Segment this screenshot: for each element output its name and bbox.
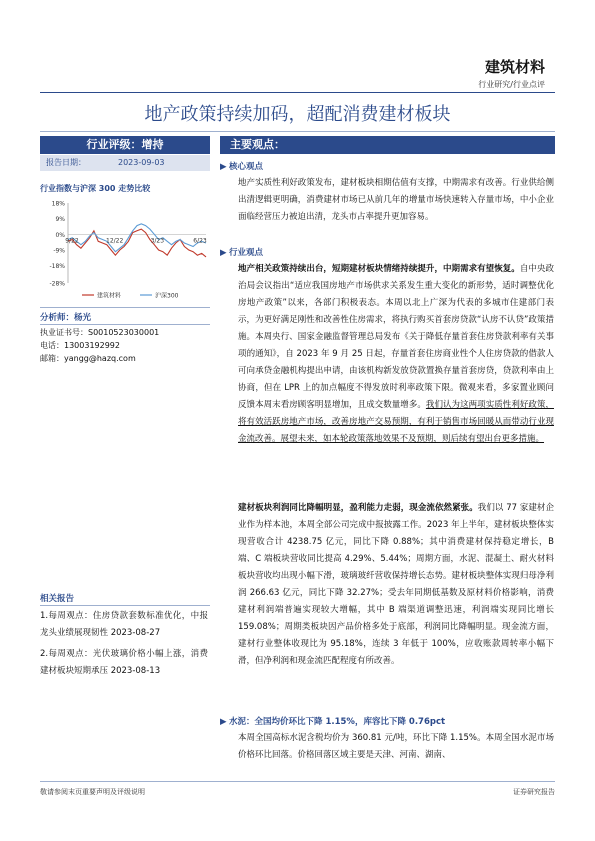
brand-title: 建筑材料 (484, 58, 545, 76)
y-tick-label: 18% (51, 200, 65, 208)
profit-analysis-text (238, 500, 554, 670)
analyst-email[interactable]: 邮箱：yangg@hazq.com (40, 354, 136, 363)
industry-view-body: 自中央政治局会议指出“适应我国房地产市场供求关系发生重大变化的新形势，适时调整优化房地产政策”以来，各部门积极表态。本周以北上广深为代表的多城市住建部门表示，为更好满足刚性和改善性住房需求，将执行购买首套房贷款“认房不认贷”政策措施。本周央行、国家金融监督管理总局发布《关于降低存量首套住房贷款利率有关事项的通知》，自 2023 年 9 月 25 日起，存量首套住房商业性个人住房贷款的借款人可向承贷金融机构提出申请，由该机构新发放贷款置换存量首套房贷，贷款利率由上协商，但在 LPR 上的加点幅度不得发放时利率政策下限。微观来看，多家置业顾问反馈本周末看房顾客明显增加，且成交数量增多。 (238, 264, 554, 410)
footer-report-type: 证券研究报告 (513, 788, 555, 796)
x-tick-label: 12/22 (106, 237, 124, 245)
report-date-row (40, 155, 210, 171)
related-reports-title: 相关报告 (40, 594, 75, 604)
report-date-label: 报告日期： (46, 158, 86, 167)
divider (40, 92, 555, 93)
bullet-icon: ▶ (220, 717, 227, 727)
index-comparison-chart (40, 197, 210, 305)
analyst-cert: 执业证书号：S0010523030001 (40, 328, 160, 337)
analyst-name: 分析师：杨光 (40, 313, 92, 323)
x-tick-label: 6/23 (193, 237, 207, 245)
x-tick-label: 3/23 (150, 237, 165, 245)
x-tick-label: 9/22 (65, 237, 79, 245)
bullet-icon: ▶ (220, 162, 227, 172)
y-tick-label: 0% (55, 231, 65, 239)
divider (40, 605, 210, 606)
industry-view-conclusion: 我们认为这两项实质性利好政策，将有效活跃房地产市场，改善房地产交易预期，有利于销售市场回暖从而带动行业现金流改善。展望未来，如本轮政策落地效果不及预期，则后续有望出台更多措施。 (238, 400, 554, 444)
profit-analysis-headline: 建材板块利润同比降幅明显，盈利能力走弱，现金流依然紧张。 (238, 503, 478, 513)
report-category: 行业研究/行业点评 (478, 80, 545, 89)
industry-view-headline: 地产相关政策持续出台，短期建材板块情绪持续提升，中期需求有望恢复。 (238, 264, 520, 274)
section-industry-view (220, 246, 263, 258)
footer-disclaimer: 敬请参阅末页重要声明及评级说明 (40, 788, 145, 796)
divider (40, 781, 555, 782)
core-view-text: 地产实质性利好政策发布，建材板块相期估值有支撑，中期需求有改善。行业供给侧出清逻辑更明确，消费建材市场已从前几年的增量市场快速转入存量市场，中小企业面临经营压力被迫出清，龙头市占率提升更加容易。 (238, 178, 554, 222)
section-title: 核心观点 (229, 162, 264, 172)
related-report-item[interactable]: 1.每周观点：住房贷款套数标准优化，中报龙头业绩展现韧性 2023-08-27 (40, 611, 208, 638)
chart-title: 行业指数与沪深 300 走势比较 (40, 184, 151, 193)
y-tick-label: -28% (49, 280, 65, 288)
y-tick-label: 9% (55, 216, 65, 224)
divider (40, 324, 210, 325)
legend-label: 沪深300 (155, 292, 179, 300)
section-title: 行业观点 (229, 248, 264, 258)
related-reports-list (40, 608, 208, 680)
main-points-heading: 主要观点： (220, 136, 555, 154)
legend-label: 建筑材料 (97, 292, 122, 300)
section-core-view (220, 160, 263, 172)
profit-analysis-body: 我们以 77 家建材企业作为样本池，本周全部公司完成中报披露工作。2023 年上半年，建材板块整体实现营收合计 4238.75 亿元，同比下降 0.88%；其中消费建材保持稳定增长，B 端、C 端板块营收同比提高 4.29%、5.44%；周期方面，水泥、混凝土、耐火材料板块营收均出现小幅下滑，玻璃玻纤营收保持增长态势。建材板块整体实现归母净利润 266.63 亿元，同比下降 32.27%；受去年同期低基数及原材料价格影响，消费建材利润端普遍实现较大增幅，其中 B 端渠道调整迅速，利润端实现同比增长 159.08%；周期类板块因产品价格多处于底部，利润同比降幅明显。现金流方面，建材行业整体收现比为 95.18%，连续 3 年低于 100%，应收账款周转率小幅下滑，但净利润和现金流匹配程度有所改善。 (238, 503, 554, 666)
industry-rating: 行业评级：增持 (40, 136, 210, 154)
industry-view-text (238, 261, 554, 448)
section-cement (220, 715, 445, 727)
analyst-phone: 电话：13003192992 (40, 341, 120, 350)
y-tick-label: -9% (53, 247, 65, 255)
report-title: 地产政策持续加码，超配消费建材板块 (144, 104, 451, 125)
related-report-item[interactable]: 2.每周观点：光伏玻璃价格小幅上涨，消费建材板块短期承压 2023-08-13 (40, 649, 208, 676)
section-title: 水泥：全国均价环比下降 1.15%，库容比下降 0.76pct (229, 717, 446, 727)
bullet-icon: ▶ (220, 248, 227, 258)
cement-text: 本周全国高标水泥含税均价为 360.81 元/吨，环比下降 1.15%。本周全国水泥市场价格环比回落。价格回落区域主要是天津、河南、湖南、 (238, 733, 554, 760)
report-date-value: 2023-09-03 (118, 158, 165, 167)
divider (40, 131, 555, 132)
y-tick-label: -18% (49, 263, 65, 271)
divider (40, 307, 210, 308)
